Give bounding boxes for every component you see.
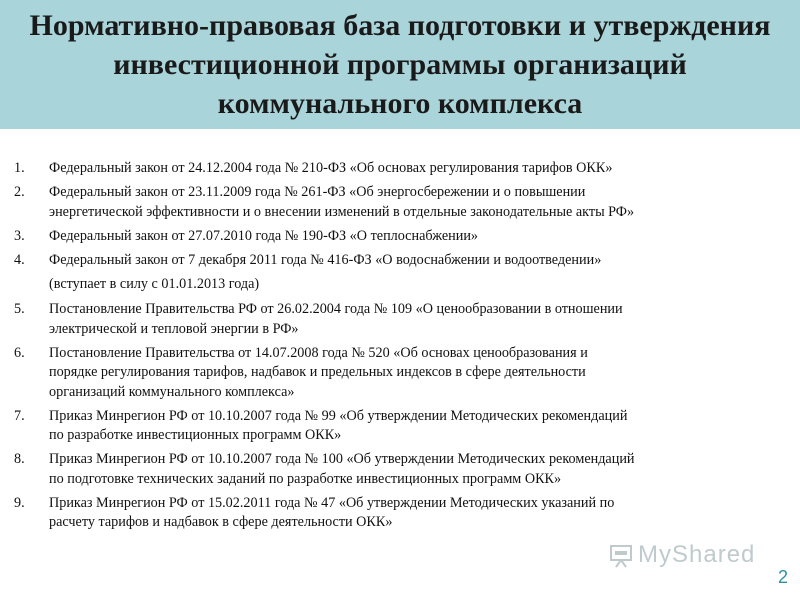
list-item (14, 494, 784, 533)
list-item (14, 300, 784, 339)
slide-title-line: Нормативно-правовая база подготовки и утверждения (29, 9, 771, 42)
list-item-text: Постановление Правительства от 14.07.2008 года № 520 «Об основах ценообразования и (49, 344, 588, 361)
list-item-text: Приказ Минрегион РФ от 10.10.2007 года № 99 «Об утверждении Методических рекомендаций (49, 407, 628, 424)
list-item-text: электрической и тепловой энергии в РФ» (49, 320, 299, 337)
list-item-text: Федеральный закон от 23.11.2009 года № 261-ФЗ «Об энергосбережении и о повышении (49, 184, 586, 200)
list-item-text: организаций коммунального комплекса» (49, 383, 295, 400)
list-item (14, 450, 784, 489)
list-item (14, 251, 784, 271)
list-item (14, 227, 784, 247)
list-item-text: энергетической эффективности и о внесении изменений в отдельные законодательные акты РФ» (49, 203, 635, 220)
list-item-text: расчету тарифов и надбавок в сфере деятельности ОКК» (49, 514, 393, 530)
list-item (14, 159, 784, 179)
page-number: 2 (777, 567, 788, 587)
slide-title-line: коммунального комплекса (217, 87, 583, 120)
list-item-number: 7. (14, 407, 25, 424)
list-item-number: 6. (14, 344, 25, 361)
slide-title (0, 6, 800, 123)
list-item-text: Приказ Минрегион РФ от 15.02.2011 года № 47 «Об утверждении Методических указаний по (49, 494, 615, 511)
list-item-number: 9. (14, 494, 25, 511)
list-item-number: 5. (14, 301, 25, 317)
effective-date-note: (вступает в силу с 01.01.2013 года) (49, 275, 260, 292)
watermark-text: MyShared (638, 541, 756, 568)
watermark-logo (608, 540, 768, 570)
list-item-number: 1. (14, 160, 25, 176)
list-item-text: Федеральный закон от 24.12.2004 года № 210-ФЗ «Об основах регулирования тарифов ОКК» (49, 160, 613, 176)
list-item-text: порядке регулирования тарифов, надбавок и предельных индексов в сфере деятельности (49, 364, 586, 380)
list-item-number: 2. (14, 184, 25, 200)
presentation-board-icon (608, 542, 634, 568)
list-item-number: 4. (14, 251, 25, 268)
list-item (14, 183, 784, 222)
list-item-text: Федеральный закон от 7 декабря 2011 года № 416-ФЗ «О водоснабжении и водоотведении» (49, 251, 602, 268)
list-item (14, 344, 784, 403)
list-item-number: 8. (14, 451, 25, 467)
list-item-text: Федеральный закон от 27.07.2010 года № 190-ФЗ «О теплоснабжении» (49, 227, 479, 244)
list-item-text: по подготовке технических заданий по разработке инвестиционных программ ОКК» (49, 470, 562, 487)
list-item-text: Постановление Правительства РФ от 26.02.2004 года № 109 «О ценообразовании в отношении (49, 301, 623, 317)
list-item-text: Приказ Минрегион РФ от 10.10.2007 года № 100 «Об утверждении Методических рекомендаций (49, 451, 635, 467)
list-item (14, 407, 784, 446)
list-item-number: 3. (14, 227, 25, 244)
list-item-text: по разработке инвестиционных программ ОКК» (49, 427, 342, 443)
legal-acts-list (14, 159, 784, 537)
slide-title-line: инвестиционной программы организаций (113, 48, 687, 81)
